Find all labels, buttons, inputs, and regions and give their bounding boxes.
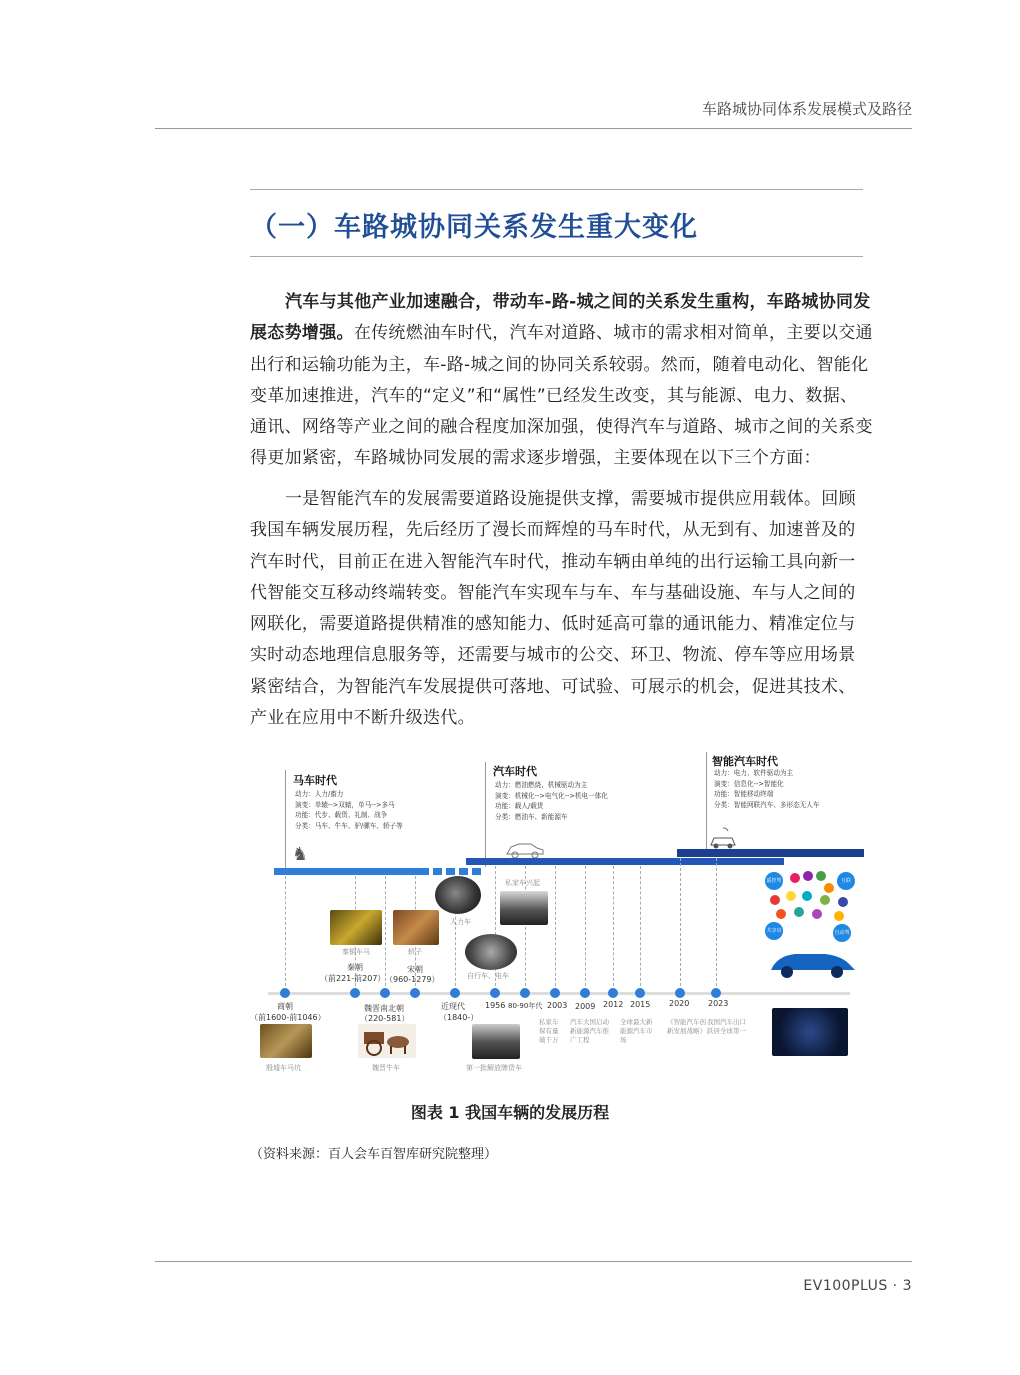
private-car-photo (500, 891, 548, 925)
para1-line-5: 通讯、网络等产业之间的融合程度加深加强，使得汽车与道路、城市之间的关系变 (250, 417, 873, 438)
era2-line-3: 功能：载人/载货 (495, 802, 544, 810)
auto-era-bar (466, 858, 784, 865)
era1-line-1: 动力：人力/畜力 (295, 790, 344, 798)
smart-car-icon (708, 825, 738, 851)
para1-line-1: 汽车与其他产业加速融合，带动车-路-城之间的关系发生重构，车路城协同发 (285, 292, 871, 312)
era2-line-2: 演变：机械化-->电气化-->机电一体化 (495, 791, 608, 800)
para2-line-2: 我国车辆发展历程，先后经历了漫长而辉煌的马车时代，从无到有、加速普及的 (250, 520, 856, 541)
footer-rule (155, 1261, 912, 1262)
smart-era-bar (677, 849, 864, 857)
dot-2015 (635, 988, 645, 998)
note-2009: 汽车大国启动新能源汽车推广工程 (570, 1018, 609, 1044)
caption-bicycle-tram: 自行车、电车 (467, 972, 509, 980)
label-1956: 1956 (485, 1001, 506, 1010)
para1-line-2-rest: 在传统燃油车时代，汽车对道路、城市的需求相对简单，主要以交通 (353, 323, 873, 344)
era2-line-1: 动力：燃油燃烧、机械驱动为主 (495, 781, 588, 789)
caption-weijin-ox: 魏晋牛车 (372, 1064, 400, 1072)
label-2003: 2003 (547, 1001, 568, 1010)
jiefang-truck-photo (472, 1024, 520, 1059)
connector-2009 (585, 866, 586, 991)
smart-city-icons (763, 866, 860, 984)
dot-shang (280, 988, 290, 998)
caption-sedan-chair: 轿子 (408, 948, 422, 956)
era2-line-4: 分类：燃油车、新能源车 (495, 812, 568, 821)
era2-marker (485, 762, 486, 867)
para1-line-4: 变革加速推进，汽车的“定义”和“属性”已经发生改变，其与能源、电力、数据、 (250, 385, 858, 406)
dot-2003 (550, 988, 560, 998)
label-weijin: 魏晋南北朝 (364, 1004, 404, 1013)
era3-title: 智能汽车时代 (712, 755, 778, 768)
dot-song (410, 988, 420, 998)
label-shang-years: （前1600-前1046） (250, 1013, 326, 1022)
label-qin-years: （前221-前207） (320, 974, 386, 983)
dot-qin (350, 988, 360, 998)
note-2012: 全球最大新能源汽车市场 (620, 1018, 653, 1044)
section-bottom-rule (250, 256, 863, 257)
dot-2020 (675, 988, 685, 998)
bubble-connectivity: 互联 (837, 872, 855, 890)
car-outline-icon (505, 838, 545, 860)
era1-line-4: 分类：马车、牛车、驴/骡车、轿子等 (295, 821, 403, 830)
dot-2009 (580, 988, 590, 998)
bubble-shared-mobility: 共享出行 (765, 922, 783, 940)
para2-line-8: 产业在应用中不断升级迭代。 (250, 708, 475, 729)
footer-brand-page: EV100PLUS · 3 (803, 1278, 912, 1294)
smart-vehicle-network-photo (772, 1008, 848, 1056)
bubble-remote-driving: 遥控驾 (765, 872, 783, 890)
note-2020: 《智能汽车创新发展战略》 (667, 1018, 706, 1035)
para1-line-6: 得更加紧密，车路城协同发展的需求逐步增强，主要体现在以下三个方面： (250, 448, 821, 469)
dot-2023 (711, 988, 721, 998)
era1-line-3: 功能：代步、载货、礼制、战争 (295, 811, 388, 819)
dot-modern (450, 988, 460, 998)
era1-line-2: 演变：单辕-->双辕，单马-->多马 (295, 800, 395, 809)
caption-qin-chariot: 秦铜车马 (342, 948, 370, 956)
era3-marker (706, 752, 707, 852)
yinxu-pit-photo (260, 1024, 312, 1058)
label-2009: 2009 (575, 1002, 596, 1011)
connector-2003 (555, 866, 556, 991)
label-2023: 2023 (708, 999, 729, 1008)
caption-rickshaw: 人力车 (450, 918, 471, 926)
para2-line-7: 紧密结合，为智能汽车发展提供可落地、可试验、可展示的机会，促进其技术、 (250, 676, 856, 697)
era1-desc (295, 789, 403, 831)
figure-caption: 图表 1 我国车辆的发展历程 (410, 1103, 610, 1122)
label-song: 宋朝 (407, 965, 423, 974)
label-2015: 2015 (630, 1000, 651, 1009)
label-weijin-years: （220-581） (360, 1014, 410, 1023)
label-modern-years: （1840-） (439, 1013, 479, 1022)
caption-jiefang: 第一批解放牌货车 (466, 1064, 522, 1072)
era3-line-4: 分类：智能网联汽车、多形态无人车 (714, 800, 820, 809)
para2-line-4: 代智能交互移动终端转变。智能汽车实现车与车、车与基础设施、车与人之间的 (250, 582, 856, 603)
note-2023: 我国汽车出口跃居全球第一 (707, 1018, 746, 1035)
era1-marker (285, 770, 286, 875)
running-header: 车路城协同体系发展模式及路径 (701, 100, 912, 118)
weijin-ox-cart-photo (358, 1024, 416, 1058)
smart-city-illustration (763, 866, 860, 984)
para2-line-3: 汽车时代，目前正在进入智能汽车时代，推动车辆由单纯的出行运输工具向新一 (250, 551, 856, 572)
horse-era-bar-dash (433, 868, 483, 875)
figure-source: （资料来源：百人会车百智库研究院整理） (250, 1147, 498, 1162)
label-2020: 2020 (669, 999, 690, 1008)
era1-title: 马车时代 (293, 774, 337, 787)
sedan-chair-photo (393, 910, 439, 945)
label-modern: 近现代 (441, 1002, 465, 1011)
bubble-autonomous-driving: 自动驾驶 (833, 924, 851, 942)
era3-line-1: 动力：电力、软件驱动为主 (714, 769, 794, 777)
dot-weijin (380, 988, 390, 998)
connector-2015 (640, 866, 641, 991)
para1-line-3: 出行和运输功能为主，车-路-城之间的协同关系较弱。然而，随着电动化、智能化 (250, 354, 869, 375)
era3-line-2: 演变：信息化-->智能化 (714, 779, 784, 788)
vehicle-history-figure (250, 748, 870, 1078)
header-rule (155, 128, 912, 129)
dot-2012 (608, 988, 618, 998)
dot-8090 (520, 988, 530, 998)
paragraph-2 (250, 484, 865, 734)
caption-private-car: 私家车兴起 (505, 879, 540, 887)
horse-era-bar (274, 868, 429, 875)
era3-line-3: 功能：智能移动终端 (714, 790, 774, 798)
bicycle-tram-photo (465, 934, 517, 970)
note-2003: 私家车保有量破千万 (539, 1018, 559, 1044)
label-shang: 商朝 (277, 1002, 293, 1011)
connector-2020 (680, 858, 681, 991)
connector-2023 (716, 858, 717, 991)
caption-yinxu: 殷墟车马坑 (266, 1064, 301, 1072)
era3-desc (714, 768, 820, 810)
label-qin: 秦朝 (347, 963, 363, 972)
para2-line-1: 一是智能汽车的发展需要道路设施提供支撑，需要城市提供应用载体。回顾 (285, 489, 856, 509)
section-title: （一）车路城协同关系发生重大变化 (250, 212, 698, 243)
connector-shang (285, 876, 286, 991)
horse-cart-icon: ♞ (292, 844, 309, 865)
dot-1956 (490, 988, 500, 998)
rickshaw-photo (435, 876, 481, 914)
label-2012: 2012 (603, 1000, 624, 1009)
para2-line-6: 实时动态地理信息服务等，还需要与城市的公交、环卫、物流、停车等应用场景 (250, 645, 856, 666)
ox-cart-icon (358, 1024, 416, 1058)
era2-title: 汽车时代 (493, 765, 537, 778)
section-top-rule (250, 189, 863, 190)
era2-desc (495, 780, 608, 822)
label-8090: 80-90年代 (508, 1002, 543, 1010)
label-song-years: （960-1279） (385, 975, 440, 984)
para2-line-5: 网联化，需要道路提供精准的感知能力、低时延高可靠的通讯能力、精准定位与 (250, 614, 856, 635)
paragraph-1 (250, 287, 873, 475)
qin-bronze-chariot-photo (330, 910, 382, 945)
connector-2012 (613, 866, 614, 991)
para1-line-2-bold: 展态势增强。 (250, 323, 354, 344)
